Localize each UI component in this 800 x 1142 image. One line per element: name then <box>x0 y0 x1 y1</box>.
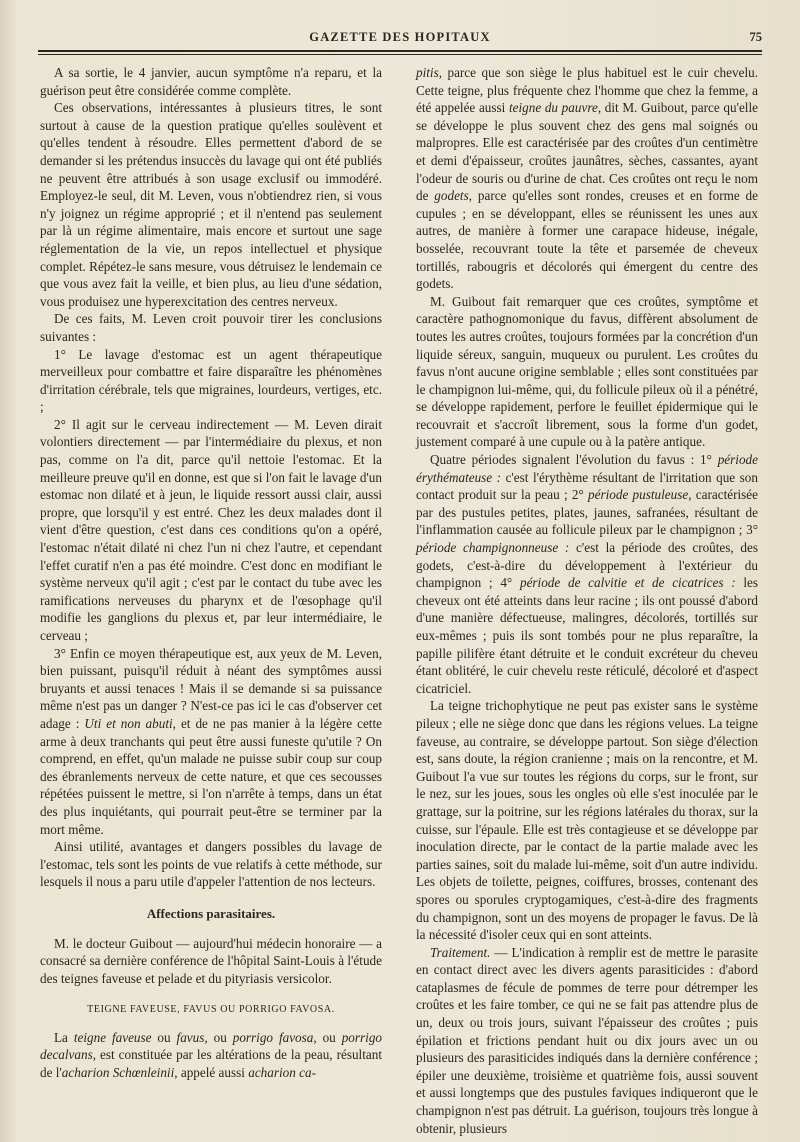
section-title: Affections parasitaires. <box>146 905 276 921</box>
italic-run: porrigo decalvans <box>40 1029 383 1063</box>
text-run: c'est l'érythème résultant de l'irritation que son contact produit sur la peau ; 2° <box>416 469 758 503</box>
text-run: 3° Enfin ce moyen thérapeutique est, aux yeux de M. Leven, bien puissant, puisqu'il réduit à néant des symptômes aussi bruyants et aussi tenaces ! Mais il se demande si sa puissance même n'est pas un danger ? N'est-ce pas ici le cas d'observer cet adage : <box>40 645 382 731</box>
paragraph: A sa sortie, le 4 janvier, aucun symptôme n'a reparu, et la guérison peut être considérée comme complète. <box>40 65 382 98</box>
text-run: La <box>54 1029 74 1045</box>
text-run: , et de ne pas manier à la légère cette arme à deux tranchants qui peut être aussi funeste qu'utile ? On comprend, en effet, qu'un malade ne puisse subir coup sur coup des ébranlements nerveux de cette nature, et que ces secousses répétées puissent le mettre, si l'on n'arrête à temps, dans un état des plus inquiétants, qui pourrait peut-être se terminer par la mort même. <box>40 715 382 837</box>
italic-run: favus <box>176 1029 205 1045</box>
paragraph <box>416 944 758 1138</box>
subheading: TEIGNE FAVEUSE, FAVUS OU PORRIGO FAVOSA. <box>87 1004 335 1016</box>
italic-run: acharion ca- <box>248 1065 316 1081</box>
paragraph <box>416 64 758 293</box>
text-run: , appelé aussi <box>174 1065 249 1081</box>
italic-run: période de calvitie et de cicatrices : <box>519 575 736 591</box>
paragraph <box>40 1029 382 1082</box>
paragraph: De ces faits, M. Leven croit pouvoir tirer les conclusions suivantes : <box>40 311 382 344</box>
right-column <box>416 64 758 1137</box>
italic-run: teigne faveuse <box>73 1029 152 1045</box>
text-run: , ou <box>313 1029 342 1045</box>
text-run: , parce qu'elles sont rondes, creuses et en forme de cupules ; en se développant, elles se réunissent les unes aux autres, de manière à former une carapace hideuse, inégale, bosselée, recouvrant toute la tête et parsemée de cheveux tortillés, rabougris et décolorés qui émergent du centre des godets. <box>416 188 759 292</box>
italic-run: période champignonneuse : <box>416 540 570 556</box>
paragraph <box>416 451 758 697</box>
text-run: , dit M. Guibout, parce qu'elle se développe le plus souvent chez des gens mal soignés ou malpropres. Elle est caractérisée par des croûtes d'un centimètre et demi d'épaisseur, croûtes jaunâtres, sèches, cassantes, ayant l'odeur de souris ou d'urine de chat. Ces croûtes ont reçu le nom de <box>416 100 758 204</box>
paragraph: 1° Le lavage d'estomac est un agent thérapeutique merveilleux pour combattre et faire disparaître les phénomènes d'irritation cérébrale, tels que migraines, lourdeurs, vertiges, etc. ; <box>40 346 382 415</box>
text-run: — L'indication à remplir est de mettre le parasite en contact direct avec les divers agents parasiticides : d'abord cataplasmes de fécule de pommes de terre pour détremper les croûtes et les faire tomber, ce qui ne se fait pas attendre plus de un, deux ou trois jours, suivant l'épaisseur des croûtes ; puis épilation et frictions pendant huit ou dix jours avec un ou plusieurs des parasiticides indiqués dans la dernière conférence ; épiler une deuxième, troisième et quatrième fois, aussi souvent et aussi longtemps que des pustules faviques indiqueront que le champignon n'est pas détruit. La guérison, toujours très longue à obtenir, plusieurs <box>416 944 758 1136</box>
paragraph: 2° Il agit sur le cerveau indirectement — M. Leven dirait volontiers directement — par l'intermédiaire du plexus, et non pas, comme on l'a dit, parce qu'il nettoie l'estomac. Et la meilleure preuve qu'il en donne, est que si l'on fait le lavage d'un estomac non dilaté et à jeun, le liquide ressort aussi clair, aussi propre, que lorsqu'il y est entré. Chez les deux malades dont il vient d'être question, c'est dans ces conditions qu'on a opéré, l'estomac n'était dilaté ni chez l'un ni chez l'autre, et cependant l'effet curatif n'en a pas été moindre. C'est donc en modifiant le système nerveux qu'il agit ; c'est par le contact du tube avec les ramifications nerveuses du pharynx et de l'œsophage qu'il modifie les ganglions du plexus et, par leur intermédiaire, le cerveau ; <box>40 416 382 643</box>
text-run: , ou <box>204 1029 233 1045</box>
italic-run: porrigo favosa <box>232 1029 314 1045</box>
journal-title: GAZETTE DES HOPITAUX <box>309 30 491 44</box>
paragraph: La teigne trichophytique ne peut pas exister sans le système pileux ; elle ne siège donc que dans les régions velues. La teigne faveuse, au contraire, se développe partout. Son siège d'élection est, sans doute, la région cranienne ; mais on la rencontre, et M. Guibout l'a vue sur toutes les régions du corps, sur le front, sur le nez, sur les joues, sous les ongles où elle s'est inoculée par le grattage, sur la poitrine, sur les régions latérales du thorax, sur la cuisse, sur l'épaule. Elle est très contagieuse et se développe par inoculation directe, par le contact de la partie malade avec les parties saines, soit du malade lui-même, soit d'un autre individu. Les objets de toilette, peignes, coiffures, brosses, contenant des spores ou sporules cryptogamiques, c'est-à-dire des fragments du champignon, sont un des moyens de propager le favus. De là la nécessité d'isoler ceux qui en sont atteints. <box>416 698 758 943</box>
left-column <box>40 64 382 1082</box>
text-run: Quatre périodes signalent l'évolution du favus : 1° <box>430 452 718 468</box>
text-run: , parce que son siège le plus habituel est le cuir chevelu. Cette teigne, plus fréquente chez l'homme que chez la femme, a été appelée aussi <box>416 65 758 116</box>
italic-run: Uti et non abuti <box>84 715 173 731</box>
italic-run: godets <box>434 188 469 204</box>
italic-run: Traitement. <box>430 944 491 960</box>
italic-run: pitis <box>416 65 439 80</box>
paragraph: Ainsi utilité, avantages et dangers possibles du lavage de l'estomac, tels sont les points de vue relatifs à cette méthode, sur lesquels il nous a paru utile d'appeler l'attention de nos lecteurs. <box>40 839 382 890</box>
paragraph: M. le docteur Guibout — aujourd'hui médecin honoraire — a consacré sa dernière conférence de l'hôpital Saint-Louis à l'étude des teignes faveuse et pelade et du pityriasis versicolor. <box>40 935 382 986</box>
page-number: 75 <box>749 30 762 44</box>
text-run: ou <box>151 1029 177 1045</box>
text-run: les cheveux ont été atteints dans leur racine ; ils ont poussé d'abord d'une manière défectueuse, malingres, décolorés, tortillés sur eux-mêmes ; puis ils sont tombés pour ne plus reparaître, la papille pilifère étant détruite et le conduit excréteur du cheveu étant oblitéré, le cuir chevelu reste réticulé, décoloré et d'aspect cicatriciel. <box>416 575 758 696</box>
italic-run: période érythémateuse : <box>416 452 758 485</box>
paragraph <box>40 645 382 839</box>
page-header <box>28 30 772 50</box>
paragraph: Ces observations, intéressantes à plusieurs titres, le sont surtout à cause de la question pratique qu'elles soulèvent et qu'elles tendent à résoudre. Elles permettent d'abord de se demander si les prétendus insuccès du lavage qui ont été publiés ne peuvent être attribués à son usage exclusif ou immodéré. Employez-le seul, dit M. Leven, vous n'obtiendrez rien, si vous n'y joignez un régime approprié ; et il n'entend pas seulement par là un régime alimentaire, mais encore et surtout une sage réglementation de la vie, un repos intellectuel et physique complet. Répétez-le sans mesure, vous détruisez le lendemain ce que vous avez fait la veille, et bien plus, au lieu d'une sédation, vous produisez une hyperexcitation des centres nerveux. <box>40 100 382 309</box>
italic-run: teigne du pauvre <box>508 100 598 116</box>
text-run: , est constituée par les altérations de la peau, résultant de l' <box>40 1047 382 1081</box>
header-rule-thick <box>38 50 762 52</box>
text-run: , caractérisée par des pustules petites, plates, jaunes, safranées, résultant de l'inflammation causée au follicule pileux par le champignon ; 3° <box>416 487 759 538</box>
text-run: c'est la période des croûtes, des godets, c'est-à-dire du développement à l'extérieur du champignon ; 4° <box>416 540 758 591</box>
italic-run: période pustuleuse <box>588 487 689 503</box>
header-rule-thin <box>38 54 762 55</box>
paragraph: M. Guibout fait remarquer que ces croûtes, symptôme et caractère pathognomonique du favus, diffèrent absolument de toutes les autres croûtes, toujours formées par la concrétion d'un liquide séreux, sanguin, muqueux ou purulent. Les croûtes du favus n'ont aucune origine semblable ; elles sont constituées par le champignon lui-même, qui, du follicule pileux où il a pénétré, se développe rapidement, perfore le feuillet épidermique qui le recouvrait et s'accroît librement, sous la forme d'un godet, justement comparé à une cupule ou à la patère antique. <box>416 293 758 450</box>
italic-run: acharion Schœnleinii <box>61 1065 175 1081</box>
